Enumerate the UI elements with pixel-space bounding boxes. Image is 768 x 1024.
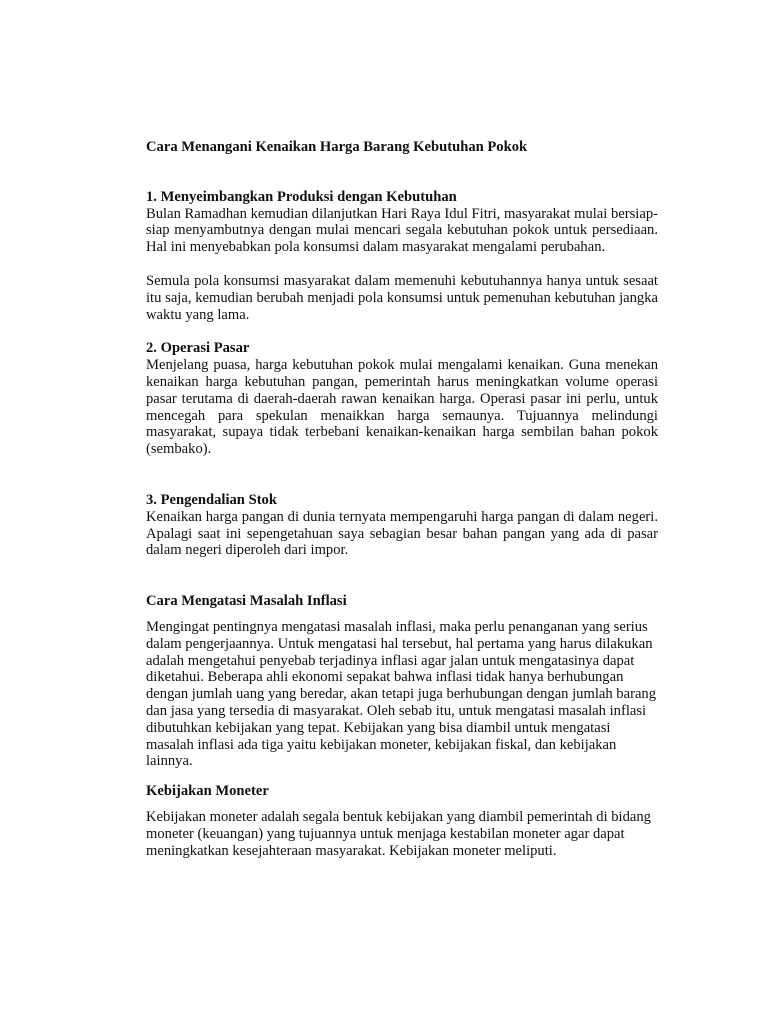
- paragraph-spacer: [146, 256, 658, 273]
- section-heading-inflasi: Cara Mengatasi Masalah Inflasi: [146, 593, 347, 610]
- section-1-paragraph-2: Semula pola konsumsi masyarakat dalam memenuhi kebutuhannya hanya untuk sesaat itu saja, kemudian berubah menjadi pola konsumsi untuk pemenuhan kebutuhan jangka waktu yang lama.: [146, 272, 658, 323]
- paragraph-spacer: [146, 323, 658, 340]
- section-spacer: [146, 458, 658, 492]
- heading-spacer: [146, 800, 658, 809]
- section-heading-2: 2. Operasi Pasar: [146, 340, 250, 357]
- section-1-paragraph-1: Bulan Ramadhan kemudian dilanjutkan Hari Raya Idul Fitri, masyarakat mulai bersiap-siap menyambutnya dengan mulai mencari segala kebutuhan pokok untuk persediaan. Hal ini menyebabkan pola konsumsi dalam masyarakat mengalami perubahan.: [146, 205, 658, 256]
- section-heading-1: 1. Menyeimbangkan Produksi dengan Kebutuhan: [146, 188, 457, 205]
- document-title: Cara Menangani Kenaikan Harga Barang Kebutuhan Pokok: [146, 139, 528, 155]
- section-2-paragraph-1: Menjelang puasa, harga kebutuhan pokok mulai mengalami kenaikan. Guna menekan kenaikan harga kebutuhan pangan, pemerintah harus meningkatkan volume operasi pasar terutama di daerah-daerah rawan kenaikan harga. Operasi pasar ini perlu, untuk mencegah para spekulan menaikkan harga semaunya. Tujuannya melindungi masyarakat, supaya tidak terbebani kenaikan-kenaikan harga sembilan bahan pokok (sembako).: [146, 357, 658, 458]
- section-inflasi-paragraph-1: Mengingat pentingnya mengatasi masalah inflasi, maka perlu penanganan yang serius dalam pengerjaannya. Untuk mengatasi hal tersebut, hal pertama yang harus dilakukan adalah mengetahui penyebab terjadinya inflasi agar jalan untuk mengatasinya dapat diketahui. Beberapa ahli ekonomi sepakat bahwa inflasi tidak hanya berhubungan dengan jumlah uang yang beredar, akan tetapi juga berhubungan dengan jumlah barang dan jasa yang tersedia di masyarakat. Oleh sebab itu, untuk mengatasi masalah inflasi dibutuhkan kebijakan yang tepat. Kebijakan yang bisa diambil untuk mengatasi masalah inflasi ada tiga yaitu kebijakan moneter, kebijakan fiskal, dan kebijakan lainnya.: [146, 618, 657, 770]
- section-heading-moneter: Kebijakan Moneter: [146, 783, 269, 800]
- section-moneter-paragraph-1: Kebijakan moneter adalah segala bentuk kebijakan yang diambil pemerintah di bidang moneter (keuangan) yang tujuannya untuk menjaga kestabilan moneter agar dapat meningkatkan kesejahteraan masyarakat. Kebijakan moneter meliputi.: [146, 808, 651, 859]
- section-spacer: [146, 770, 658, 783]
- section-3-paragraph-1: Kenaikan harga pangan di dunia ternyata mempengaruhi harga pangan di dalam negeri. Apalagi saat ini sepengetahuan saya sebagian besar bahan pangan yang ada di pasar dalam negeri diperoleh dari impor.: [146, 508, 658, 559]
- section-spacer: [146, 559, 658, 593]
- section-heading-3: 3. Pengendalian Stok: [146, 491, 277, 508]
- document-content: [146, 139, 658, 859]
- heading-spacer: [146, 610, 658, 619]
